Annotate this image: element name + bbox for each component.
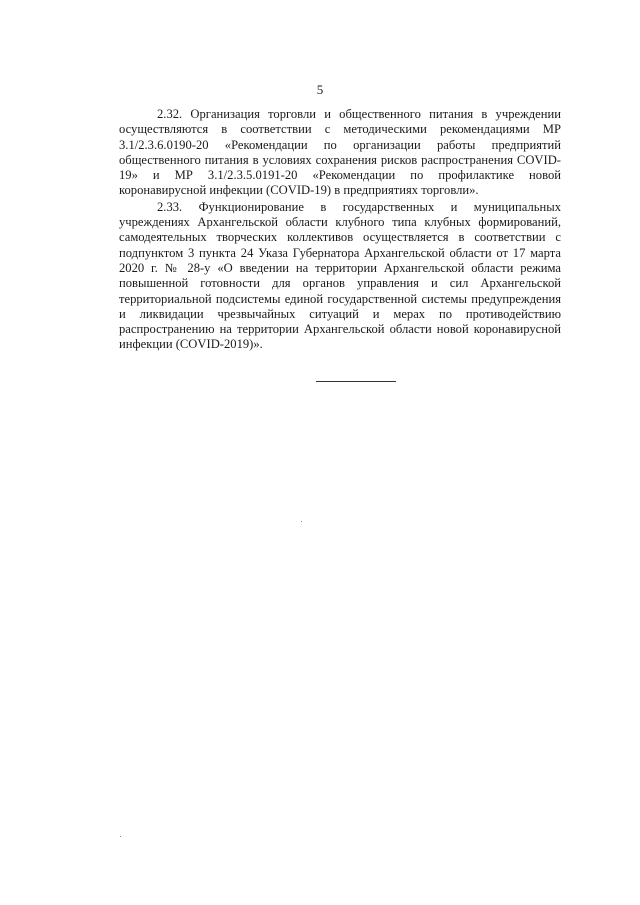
document-body [119,107,561,353]
paragraph-2-33: 2.33. Функционирование в государственных и муниципальных учреждениях Архангельской области клубного типа клубных формирований, самодеятельных творческих коллективов осуществляется в соответствии с подпунктом 3 пункта 24 Указа Губернатора Архангельской области от 17 марта 2020 г. № 28-у «О введении на территории Архангельской области режима повышенной готовности для органов управления и сил Архангельской территориальной подсистемы единой государственной системы предупреждения и ликвидации чрезвычайных ситуаций и мерах по противодействию распространению на территории Архангельской области новой коронавирусной инфекции (COVID-2019)». [119,199,561,352]
scan-speck [301,521,302,522]
paragraph-2-32: 2.32. Организация торговли и общественного питания в учреждении осуществляются в соответствии с методическими рекомендациями МР 3.1/2.3.6.0190-20 «Рекомендации по организации работы предприятий общественного питания в условиях сохранения рисков распространения COVID-19» и МР 3.1/2.3.5.0191-20 «Рекомендации по профилактике новой коронавирусной инфекции (COVID-19) в предприятиях торговли». [119,107,561,198]
page-number: 5 [316,82,324,97]
end-separator-line [316,381,396,382]
scan-speck [120,836,121,837]
